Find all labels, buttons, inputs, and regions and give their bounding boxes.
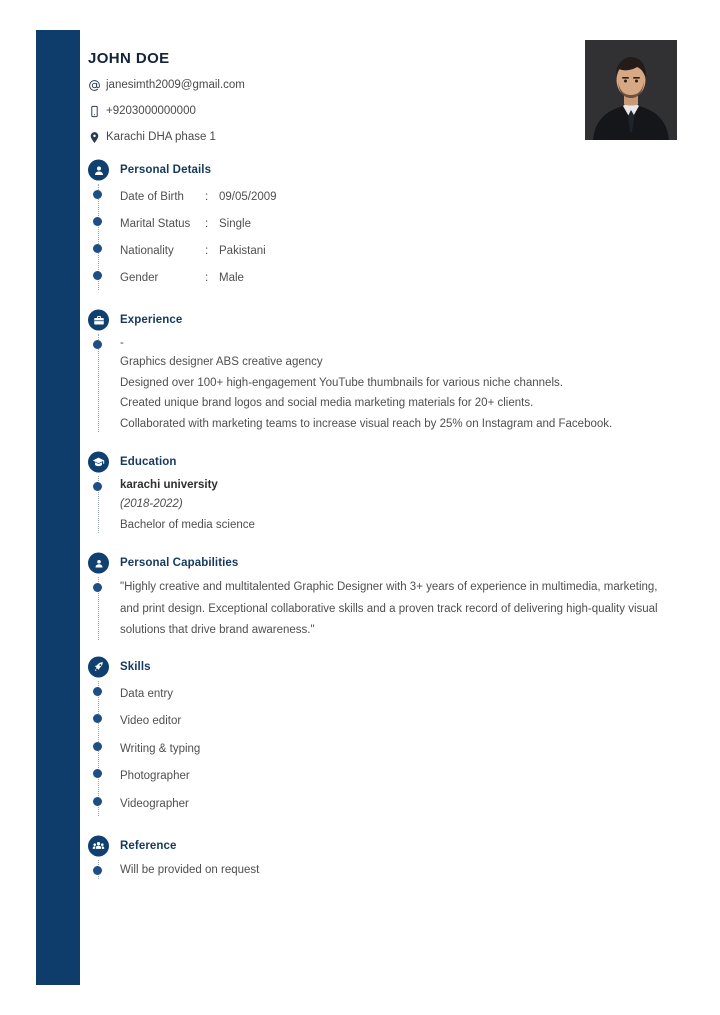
- contact-email-text: janesimth2009@gmail.com: [106, 79, 245, 91]
- education-rows: [120, 476, 678, 535]
- person-badge-icon: [88, 553, 109, 574]
- list-item: [120, 791, 678, 819]
- section-header: [120, 160, 678, 180]
- field-value: Pakistani: [219, 245, 266, 257]
- list-item: [120, 736, 678, 764]
- section-header: [120, 553, 678, 573]
- education-degree: Bachelor of media science: [120, 518, 255, 531]
- section-experience: [88, 310, 678, 434]
- list-item: [120, 708, 678, 736]
- contact-address-text: Karachi DHA phase 1: [106, 131, 216, 143]
- personal-details-rows: [120, 184, 678, 292]
- skills-rows: [120, 681, 678, 819]
- at-sign-icon: [88, 79, 106, 92]
- section-header: [120, 836, 678, 856]
- list-item: [120, 860, 678, 881]
- rocket-icon: [88, 656, 109, 677]
- field-value: 09/05/2009: [219, 191, 277, 203]
- education-years: (2018-2022): [120, 498, 183, 510]
- experience-line: Created unique brand logos and social media marketing materials for 20+ clients.: [120, 397, 534, 409]
- contact-email-row: [88, 76, 588, 94]
- graduation-cap-icon: [88, 452, 109, 473]
- field-value: Male: [219, 272, 244, 284]
- list-item: [120, 265, 678, 292]
- skill-text: Photographer: [120, 770, 190, 782]
- avatar: [585, 40, 677, 140]
- list-item: [120, 334, 678, 352]
- candidate-name: JOHN DOE: [88, 50, 170, 67]
- people-group-icon: [88, 836, 109, 857]
- section-title: Education: [120, 456, 177, 468]
- field-separator: :: [205, 218, 209, 230]
- contact-phone-row: [88, 102, 588, 120]
- section-title: Experience: [120, 314, 183, 326]
- experience-rows: [120, 334, 678, 434]
- list-item: [120, 414, 678, 435]
- education-school: karachi university: [120, 479, 218, 491]
- experience-line: Graphics designer ABS creative agency: [120, 356, 323, 368]
- field-label: Date of Birth: [120, 191, 184, 203]
- capabilities-rows: [120, 577, 678, 642]
- list-item: [120, 476, 678, 494]
- phone-icon: [88, 105, 106, 118]
- section-education: [88, 452, 678, 535]
- list-item: [120, 515, 678, 536]
- list-item: [120, 763, 678, 791]
- field-label: Gender: [120, 272, 159, 284]
- reference-rows: [120, 860, 678, 881]
- section-reference: [88, 836, 678, 881]
- contact-phone-text: +9203000000000: [106, 105, 196, 117]
- capabilities-text: "Highly creative and multitalented Graphic Designer with 3+ years of experience in multimedia, marketing, and print design. Exceptional collaborative skills and a proven track record of delivering high-quality visual solutions that drive brand awareness.": [120, 581, 658, 636]
- reference-text: Will be provided on request: [120, 864, 260, 876]
- section-skills: [88, 657, 678, 819]
- content-timeline: [88, 160, 678, 881]
- section-header: [120, 657, 678, 677]
- section-personal-capabilities: [88, 553, 678, 642]
- field-separator: :: [205, 245, 209, 257]
- list-item: [120, 211, 678, 238]
- section-title: Skills: [120, 660, 151, 673]
- skill-text: Data entry: [120, 687, 174, 700]
- section-header: [120, 310, 678, 330]
- experience-line: Designed over 100+ high-engagement YouTube thumbnails for various niche channels.: [120, 376, 563, 389]
- field-label: Nationality: [120, 245, 174, 257]
- section-title: Reference: [120, 840, 177, 852]
- section-title: Personal Capabilities: [120, 557, 239, 569]
- section-personal-details: [88, 160, 678, 292]
- field-separator: :: [205, 191, 209, 203]
- list-item: [120, 184, 678, 211]
- list-item: [120, 393, 678, 414]
- section-title: Personal Details: [120, 164, 212, 176]
- list-item: [120, 373, 678, 394]
- skill-text: Videographer: [120, 797, 189, 810]
- skill-text: Video editor: [120, 715, 182, 727]
- list-item: [120, 577, 678, 642]
- header-block: [88, 50, 588, 154]
- sidebar-accent-bar: [36, 30, 80, 985]
- experience-line: Collaborated with marketing teams to increase visual reach by 25% on Instagram and Facebook.: [120, 417, 613, 430]
- list-item: [120, 681, 678, 709]
- field-value: Single: [219, 218, 251, 230]
- list-item: [120, 352, 678, 373]
- list-item: [120, 494, 678, 515]
- person-icon: [88, 160, 109, 181]
- contact-address-row: [88, 128, 588, 146]
- field-label: Marital Status: [120, 218, 191, 230]
- section-header: [120, 452, 678, 472]
- skill-text: Writing & typing: [120, 742, 201, 755]
- field-separator: :: [205, 272, 209, 284]
- location-pin-icon: [88, 131, 106, 144]
- briefcase-icon: [88, 310, 109, 331]
- experience-dash: -: [120, 337, 124, 349]
- list-item: [120, 238, 678, 265]
